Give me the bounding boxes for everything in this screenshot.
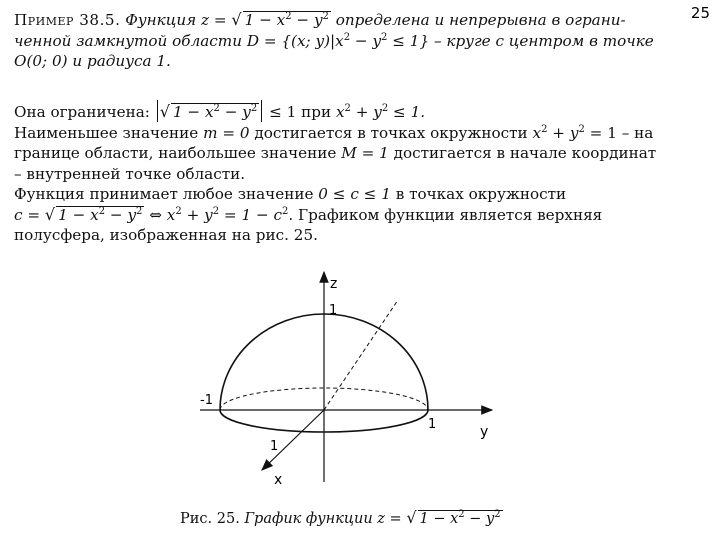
caption-prefix: Рис. 25. [180,511,240,527]
text-line: границе области, наибольшее значение [14,144,337,162]
text-line: Наименьшее значение [14,123,199,142]
formula: D = {(x; y)| [246,31,336,50]
tick-label-x: 1 [270,439,279,454]
example-text: – круге с центром в точке [433,31,654,50]
tick-label-y: 1 [428,417,437,432]
formula: $1 - x^2 - y^2$ [172,103,258,121]
caption-text: График функции [244,511,373,527]
example-text: ченной замкнутой области [14,31,242,50]
formula: $1 - x^2 - y^2$ [244,11,329,29]
example-statement [14,10,694,72]
formula: m = 0 [203,123,250,142]
tick-label-z: 1 [329,303,338,318]
axis-label-x: x [274,472,283,488]
figure-caption [180,508,503,529]
text-line: . Графиком функции является верхняя [288,205,603,224]
formula: c = √ $1 - x^2 - y^2$ ⇔ $x^2 + y^2 = 1 - c^2$ [14,204,289,224]
hemisphere-figure [190,262,510,502]
formula: M = 1 [341,144,389,162]
formula: z = √ $1 - x^2 - y^2$ [377,508,501,527]
tick-label-neg: -1 [200,393,213,408]
formula: $x^2 + y^2 \le 1$. [335,103,426,121]
formula: $x^2 + y^2 = 1$ [532,123,617,142]
example-text: определена и непрерывна в ограни- [335,11,626,29]
formula: $x^2 - y^2 \le 1$} [335,31,430,50]
text-line: Функция принимает любое значение [14,185,314,203]
text-line: достигается в начале координат [393,144,657,162]
formula: 0 ≤ c ≤ 1 [318,185,391,203]
axis-label-z: z [330,276,338,292]
text-line: полусфера, изображенная на рис. 25. [14,226,318,244]
text-line: – на [621,123,654,142]
formula: O(0; 0) [14,52,68,70]
text-line: ≤ 1 при [269,103,332,121]
text-line: в точках окружности [395,185,567,203]
example-text: Функция [125,11,197,29]
axis-label-y: y [480,424,489,440]
page-number: 25 [690,4,710,22]
text-line: достигается в точках окружности [254,123,528,142]
sqrt-sign: √ [231,10,242,29]
example-text: и радиуса 1. [72,52,171,70]
example-heading: Пример 38.5. [14,11,121,29]
text-line: – внутренней точке области. [14,164,246,183]
text-line: Она ограничена: [14,103,150,121]
formula: z = [201,11,227,29]
solution-text: Она ограничена: √ $1 - x^2 - y^2 \le 1$ при $x^2 + y^2 \le 1$. Наименьшее значение m = 0 достигается в точках окружности $x^2 + y^2 = 1$ – на границе области, наибольшее значение M = 1 достигается в начале координат – внутренней точке области. Функция принимает любое значение 0 ≤ c ≤ 1 в точках окружности c = √ $1 - x^2 - y^2$ ⇔ $x^2 + y^2 = 1 - c^2$. Графиком функции является верхняя полусфера, изображенная на рис. 25. [14,102,657,244]
